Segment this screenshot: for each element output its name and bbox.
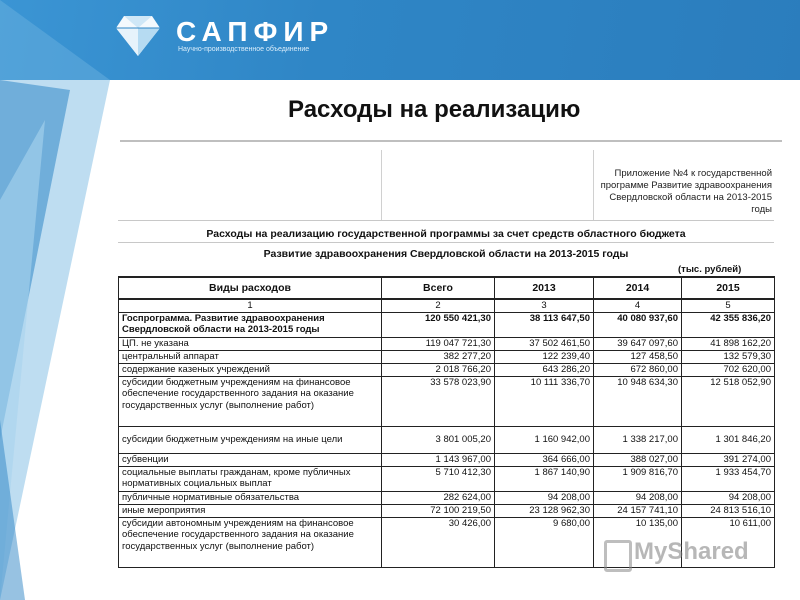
row-2015: 12 518 052,90 bbox=[682, 376, 775, 426]
column-header-total: Всего bbox=[382, 277, 495, 299]
row-2015: 24 813 516,10 bbox=[682, 504, 775, 517]
row-total: 282 624,00 bbox=[382, 491, 495, 504]
column-number: 2 bbox=[382, 299, 495, 312]
row-total: 5 710 412,30 bbox=[382, 466, 495, 491]
row-2015: 10 611,00 bbox=[682, 517, 775, 567]
column-header-2013: 2013 bbox=[495, 277, 594, 299]
row-2013: 23 128 962,30 bbox=[495, 504, 594, 517]
table-row bbox=[119, 363, 775, 376]
row-total: 382 277,20 bbox=[382, 350, 495, 363]
row-name: содержание казеных учреждений bbox=[119, 363, 382, 376]
grid-line bbox=[381, 150, 382, 220]
row-2015: 1 301 846,20 bbox=[682, 426, 775, 453]
row-2015: 391 274,00 bbox=[682, 453, 775, 466]
column-header-2014: 2014 bbox=[594, 277, 682, 299]
table-row bbox=[119, 350, 775, 363]
row-2014: 39 647 097,60 bbox=[594, 337, 682, 350]
table-row bbox=[119, 491, 775, 504]
row-2014: 127 458,50 bbox=[594, 350, 682, 363]
row-total: 2 018 766,20 bbox=[382, 363, 495, 376]
slide-title: Расходы на реализацию bbox=[288, 96, 581, 123]
row-total: 120 550 421,30 bbox=[382, 312, 495, 337]
grid-row-line bbox=[118, 220, 774, 221]
unit-label: (тыс. рублей) bbox=[678, 264, 742, 275]
row-2013: 122 239,40 bbox=[495, 350, 594, 363]
row-name: публичные нормативные обязательства bbox=[119, 491, 382, 504]
row-2015: 41 898 162,20 bbox=[682, 337, 775, 350]
watermark bbox=[604, 534, 774, 574]
document-scan bbox=[118, 150, 774, 586]
row-name: субвенции bbox=[119, 453, 382, 466]
row-name: Госпрограмма. Развитие здравоохранения Свердловской области на 2013-2015 годы bbox=[119, 312, 382, 337]
document-heading: Расходы на реализацию государственной программы за счет средств областного бюджета bbox=[206, 228, 686, 240]
row-2013: 1 160 942,00 bbox=[495, 426, 594, 453]
row-2014: 94 208,00 bbox=[594, 491, 682, 504]
row-2014: 40 080 937,60 bbox=[594, 312, 682, 337]
row-2014: 24 157 741,10 bbox=[594, 504, 682, 517]
column-header-type: Виды расходов bbox=[119, 277, 382, 299]
table-row bbox=[119, 466, 775, 491]
expenses-table bbox=[118, 276, 775, 568]
row-2015: 702 620,00 bbox=[682, 363, 775, 376]
table-row bbox=[119, 337, 775, 350]
row-2013: 364 666,00 bbox=[495, 453, 594, 466]
row-2014: 10 948 634,30 bbox=[594, 376, 682, 426]
row-total: 30 426,00 bbox=[382, 517, 495, 567]
row-name: субсидии бюджетным учреждениям на финансовое обеспечение государственного задания на оказание государственных услуг (выполнение работ) bbox=[119, 376, 382, 426]
table-row bbox=[119, 312, 775, 337]
row-2014: 1 338 217,00 bbox=[594, 426, 682, 453]
row-name: иные мероприятия bbox=[119, 504, 382, 517]
row-2013: 9 680,00 bbox=[495, 517, 594, 567]
table-row bbox=[119, 504, 775, 517]
row-2013: 94 208,00 bbox=[495, 491, 594, 504]
brand-subtitle: Научно-производственное объединение bbox=[178, 46, 310, 53]
column-number: 3 bbox=[495, 299, 594, 312]
left-decoration bbox=[0, 0, 110, 600]
column-number: 4 bbox=[594, 299, 682, 312]
row-total: 1 143 967,00 bbox=[382, 453, 495, 466]
row-2013: 1 867 140,90 bbox=[495, 466, 594, 491]
row-2013: 10 111 336,70 bbox=[495, 376, 594, 426]
row-name: субсидии автономным учреждениям на финансовое обеспечение государственного задания на оказание государственных услуг (выполнение работ) bbox=[119, 517, 382, 567]
row-name: социальные выплаты гражданам, кроме публичных нормативных социальных выплат bbox=[119, 466, 382, 491]
row-2013: 37 502 461,50 bbox=[495, 337, 594, 350]
table-row bbox=[119, 426, 775, 453]
row-2015: 94 208,00 bbox=[682, 491, 775, 504]
column-number: 1 bbox=[119, 299, 382, 312]
row-total: 33 578 023,90 bbox=[382, 376, 495, 426]
column-number-row bbox=[119, 299, 775, 312]
table-header-row bbox=[119, 277, 775, 299]
row-total: 119 047 721,30 bbox=[382, 337, 495, 350]
table-row bbox=[119, 376, 775, 426]
row-2015: 1 933 454,70 bbox=[682, 466, 775, 491]
document-subheading: Развитие здравоохранения Свердловской области на 2013-2015 годы bbox=[263, 248, 629, 260]
row-2014: 388 027,00 bbox=[594, 453, 682, 466]
column-number: 5 bbox=[682, 299, 775, 312]
row-2013: 38 113 647,50 bbox=[495, 312, 594, 337]
table-row bbox=[119, 453, 775, 466]
row-2013: 643 286,20 bbox=[495, 363, 594, 376]
column-header-2015: 2015 bbox=[682, 277, 775, 299]
watermark-text: MyShared bbox=[634, 538, 749, 565]
appendix-note: Приложение №4 к государственной программе Развитие здравоохранения Свердловской области на 2013-2015 годы bbox=[600, 168, 772, 215]
row-name: ЦП. не указана bbox=[119, 337, 382, 350]
row-total: 72 100 219,50 bbox=[382, 504, 495, 517]
watermark-icon bbox=[604, 540, 632, 572]
row-name: субсидии бюджетным учреждениям на иные цели bbox=[119, 426, 382, 453]
grid-row-line bbox=[118, 242, 774, 243]
row-2015: 132 579,30 bbox=[682, 350, 775, 363]
sapphire-logo-icon bbox=[114, 14, 162, 58]
row-total: 3 801 005,20 bbox=[382, 426, 495, 453]
row-name: центральный аппарат bbox=[119, 350, 382, 363]
title-divider bbox=[120, 140, 782, 142]
row-2015: 42 355 836,20 bbox=[682, 312, 775, 337]
row-2014: 672 860,00 bbox=[594, 363, 682, 376]
row-2014: 10 135,00 bbox=[594, 517, 682, 567]
brand-name: САПФИР bbox=[176, 16, 335, 47]
row-2014: 1 909 816,70 bbox=[594, 466, 682, 491]
